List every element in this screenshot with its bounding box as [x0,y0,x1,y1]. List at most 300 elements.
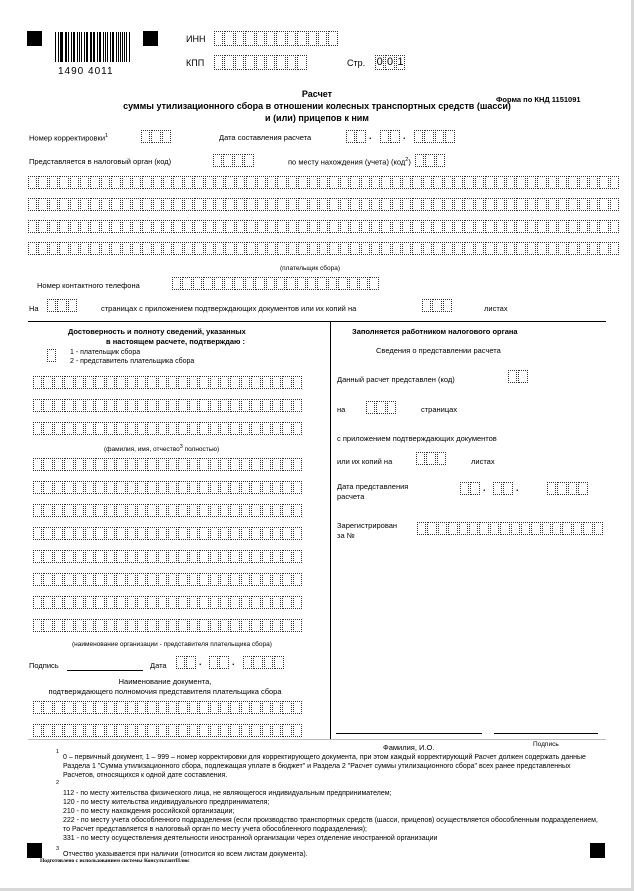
input-cell[interactable] [116,527,125,540]
input-cell[interactable] [272,573,281,586]
input-cell[interactable] [153,220,162,233]
input-cell[interactable] [438,522,447,535]
fio-row[interactable] [33,399,303,412]
input-cell[interactable] [262,596,271,609]
input-cell[interactable] [230,458,239,471]
input-cell[interactable] [276,277,285,290]
input-cell[interactable] [527,176,536,189]
input-cell[interactable] [220,504,229,517]
input-cell[interactable] [80,176,89,189]
input-cell[interactable] [106,376,115,389]
input-cell[interactable] [293,724,302,737]
input-cell[interactable] [127,376,136,389]
input-cell[interactable] [205,242,214,255]
input-cell[interactable] [293,504,302,517]
submitted-code-field[interactable] [508,370,529,383]
input-cell[interactable] [366,401,375,414]
input-cell[interactable] [516,176,525,189]
input-cell[interactable] [251,527,260,540]
input-cell[interactable] [199,701,208,714]
input-cell[interactable] [85,724,94,737]
input-cell[interactable] [199,596,208,609]
input-cell[interactable] [168,527,177,540]
input-cell[interactable] [266,277,275,290]
input-cell[interactable] [127,619,136,632]
input-cell[interactable] [251,458,260,471]
input-cell[interactable] [264,656,273,669]
input-cell[interactable] [470,482,479,495]
input-cell[interactable] [168,399,177,412]
input-cell[interactable] [241,481,250,494]
input-cell[interactable] [433,176,442,189]
input-cell[interactable] [262,376,271,389]
input-cell[interactable] [298,198,307,211]
input-cell[interactable] [127,573,136,586]
input-cell[interactable] [392,198,401,211]
input-cell[interactable] [189,504,198,517]
input-cell[interactable] [85,376,94,389]
correction-number-field[interactable] [141,130,172,143]
input-cell[interactable] [147,550,156,563]
input-cell[interactable] [178,504,187,517]
input-cell[interactable] [64,481,73,494]
input-cell[interactable] [490,522,499,535]
input-cell[interactable] [225,220,234,233]
input-cell[interactable] [579,242,588,255]
input-cell[interactable] [412,220,421,233]
input-cell[interactable] [214,31,223,46]
input-cell[interactable] [47,299,56,312]
input-cell[interactable] [214,55,223,70]
input-cell[interactable] [506,198,515,211]
input-cell[interactable] [173,220,182,233]
input-cell[interactable] [230,701,239,714]
input-cell[interactable] [568,482,577,495]
input-cell[interactable] [153,176,162,189]
input-cell[interactable] [578,482,587,495]
input-cell[interactable] [436,154,445,167]
input-cell[interactable] [256,55,265,70]
input-cell[interactable] [262,573,271,586]
input-cell[interactable] [402,242,411,255]
input-cell[interactable] [95,573,104,586]
input-cell[interactable] [189,701,198,714]
input-cell[interactable] [64,724,73,737]
input-cell[interactable] [464,198,473,211]
input-cell[interactable] [142,220,151,233]
input-cell[interactable] [210,422,219,435]
input-cell[interactable] [266,55,275,70]
input-cell[interactable] [106,724,115,737]
payer-name-row[interactable] [28,176,620,189]
input-cell[interactable] [116,724,125,737]
input-cell[interactable] [49,176,58,189]
input-cell[interactable] [116,376,125,389]
input-cell[interactable] [122,198,131,211]
input-cell[interactable] [158,550,167,563]
input-cell[interactable] [236,176,245,189]
input-cell[interactable] [350,198,359,211]
input-cell[interactable] [199,527,208,540]
input-cell[interactable] [371,220,380,233]
input-cell[interactable] [184,220,193,233]
input-cell[interactable] [548,176,557,189]
input-cell[interactable] [423,220,432,233]
input-cell[interactable] [75,481,84,494]
input-cell[interactable] [33,619,42,632]
input-cell[interactable] [43,504,52,517]
input-cell[interactable] [230,619,239,632]
input-cell[interactable] [163,220,172,233]
input-cell[interactable] [95,376,104,389]
input-cell[interactable] [199,481,208,494]
input-cell[interactable] [85,481,94,494]
input-cell[interactable] [127,422,136,435]
input-cell[interactable] [257,220,266,233]
input-cell[interactable] [293,422,302,435]
input-cell[interactable] [168,422,177,435]
input-cell[interactable] [142,176,151,189]
input-cell[interactable] [610,220,619,233]
input-cell[interactable] [220,422,229,435]
input-cell[interactable] [246,220,255,233]
input-cell[interactable] [241,422,250,435]
input-cell[interactable] [287,55,296,70]
input-cell[interactable] [568,242,577,255]
input-cell[interactable] [199,550,208,563]
input-cell[interactable] [193,277,202,290]
input-cell[interactable] [213,154,222,167]
input-cell[interactable] [33,481,42,494]
input-cell[interactable] [162,130,171,143]
input-cell[interactable] [106,458,115,471]
input-cell[interactable] [230,376,239,389]
input-cell[interactable] [516,220,525,233]
input-cell[interactable] [137,399,146,412]
input-cell[interactable] [158,504,167,517]
input-cell[interactable] [210,458,219,471]
input-cell[interactable] [527,220,536,233]
input-cell[interactable] [496,198,505,211]
input-cell[interactable] [95,619,104,632]
input-cell[interactable] [75,422,84,435]
input-cell[interactable] [464,242,473,255]
input-cell[interactable] [90,242,99,255]
input-cell[interactable] [225,198,234,211]
input-cell[interactable] [485,220,494,233]
input-cell[interactable] [158,376,167,389]
input-cell[interactable] [95,527,104,540]
input-cell[interactable] [147,527,156,540]
input-cell[interactable] [70,198,79,211]
input-cell[interactable] [245,277,254,290]
input-cell[interactable] [568,220,577,233]
input-cell[interactable] [153,198,162,211]
input-cell[interactable] [43,550,52,563]
input-cell[interactable] [251,550,260,563]
input-cell[interactable] [267,220,276,233]
input-cell[interactable] [537,176,546,189]
input-cell[interactable] [43,701,52,714]
input-cell[interactable] [298,220,307,233]
input-cell[interactable] [412,242,421,255]
input-cell[interactable] [147,701,156,714]
location-code-field[interactable] [415,154,446,167]
input-cell[interactable] [80,220,89,233]
org-name-row[interactable] [33,458,303,471]
input-cell[interactable] [272,504,281,517]
input-cell[interactable] [147,376,156,389]
input-cell[interactable] [75,619,84,632]
input-cell[interactable] [241,376,250,389]
input-cell[interactable] [111,242,120,255]
input-cell[interactable] [230,724,239,737]
input-cell[interactable] [163,198,172,211]
input-cell[interactable] [127,481,136,494]
input-cell[interactable] [298,176,307,189]
input-cell[interactable] [59,176,68,189]
input-cell[interactable] [116,573,125,586]
input-cell[interactable] [215,176,224,189]
input-cell[interactable] [276,55,285,70]
input-cell[interactable] [297,31,306,46]
input-cell[interactable] [475,242,484,255]
input-cell[interactable] [85,550,94,563]
input-cell[interactable] [589,242,598,255]
org-name-row[interactable] [33,573,303,586]
input-cell[interactable] [80,242,89,255]
input-cell[interactable] [350,220,359,233]
input-cell[interactable] [49,220,58,233]
input-cell[interactable] [475,176,484,189]
input-cell[interactable] [293,399,302,412]
input-cell[interactable] [220,596,229,609]
input-cell[interactable] [101,242,110,255]
fio-row[interactable] [33,422,303,435]
input-cell[interactable] [245,31,254,46]
input-cell[interactable] [158,458,167,471]
input-cell[interactable] [122,242,131,255]
input-cell[interactable] [54,573,63,586]
input-cell[interactable] [251,504,260,517]
input-cell[interactable] [282,504,291,517]
input-cell[interactable] [230,527,239,540]
input-cell[interactable] [479,522,488,535]
input-cell[interactable] [293,481,302,494]
input-cell[interactable] [127,527,136,540]
input-cell[interactable] [54,701,63,714]
input-cell[interactable] [49,242,58,255]
input-cell[interactable] [251,619,260,632]
input-cell[interactable] [127,399,136,412]
input-cell[interactable] [153,242,162,255]
input-cell[interactable] [189,376,198,389]
input-cell[interactable] [412,198,421,211]
input-cell[interactable] [132,176,141,189]
right-sheets-field[interactable] [416,452,447,465]
input-cell[interactable] [111,198,120,211]
input-cell[interactable] [95,481,104,494]
input-cell[interactable] [282,458,291,471]
input-cell[interactable] [307,277,316,290]
input-cell[interactable] [392,220,401,233]
input-cell[interactable] [95,596,104,609]
input-cell[interactable] [371,242,380,255]
input-cell[interactable] [220,399,229,412]
input-cell[interactable] [210,701,219,714]
input-cell[interactable] [168,596,177,609]
input-cell[interactable] [132,242,141,255]
input-cell[interactable] [516,242,525,255]
input-cell[interactable] [116,399,125,412]
input-cell[interactable] [282,724,291,737]
input-cell[interactable] [361,198,370,211]
input-cell[interactable] [220,527,229,540]
input-cell[interactable] [464,176,473,189]
input-cell[interactable] [485,176,494,189]
input-cell[interactable] [277,242,286,255]
inn-field[interactable] [214,31,339,46]
officer-signature-line[interactable] [494,733,598,734]
input-cell[interactable] [178,422,187,435]
input-cell[interactable] [309,198,318,211]
input-cell[interactable] [443,299,452,312]
input-cell[interactable] [361,220,370,233]
input-cell[interactable] [293,573,302,586]
input-cell[interactable] [33,399,42,412]
input-cell[interactable] [454,198,463,211]
input-cell[interactable] [127,701,136,714]
input-cell[interactable] [85,422,94,435]
input-cell[interactable] [272,376,281,389]
input-cell[interactable] [267,198,276,211]
input-cell[interactable] [328,277,337,290]
input-cell[interactable] [49,198,58,211]
input-cell[interactable] [518,370,527,383]
input-cell[interactable] [127,724,136,737]
input-cell[interactable] [464,220,473,233]
input-cell[interactable] [178,619,187,632]
input-cell[interactable] [147,399,156,412]
input-cell[interactable] [282,527,291,540]
input-cell[interactable] [33,376,42,389]
input-cell[interactable] [168,701,177,714]
input-cell[interactable] [309,242,318,255]
input-cell[interactable] [272,527,281,540]
input-cell[interactable] [241,573,250,586]
submit-date-day[interactable] [460,482,481,495]
input-cell[interactable] [210,376,219,389]
phone-field[interactable] [172,277,380,290]
input-cell[interactable] [168,619,177,632]
submit-date-year[interactable] [547,482,589,495]
input-cell[interactable] [506,220,515,233]
input-cell[interactable] [38,220,47,233]
input-cell[interactable] [173,242,182,255]
input-cell[interactable] [317,277,326,290]
input-cell[interactable] [562,522,571,535]
input-cell[interactable] [137,527,146,540]
input-cell[interactable] [293,527,302,540]
input-cell[interactable] [147,724,156,737]
input-cell[interactable] [558,198,567,211]
input-cell[interactable] [272,422,281,435]
input-cell[interactable] [356,130,365,143]
input-cell[interactable] [610,198,619,211]
input-cell[interactable] [230,573,239,586]
input-cell[interactable] [506,242,515,255]
input-cell[interactable] [178,527,187,540]
input-cell[interactable] [168,550,177,563]
input-cell[interactable] [508,370,517,383]
input-cell[interactable] [54,481,63,494]
input-cell[interactable] [511,522,520,535]
input-cell[interactable] [496,176,505,189]
input-cell[interactable] [459,522,468,535]
input-cell[interactable] [496,220,505,233]
input-cell[interactable] [59,198,68,211]
input-cell[interactable] [199,504,208,517]
input-cell[interactable] [433,242,442,255]
input-cell[interactable] [537,220,546,233]
input-cell[interactable] [599,176,608,189]
input-cell[interactable] [127,458,136,471]
input-cell[interactable] [210,619,219,632]
input-cell[interactable] [90,220,99,233]
input-cell[interactable] [376,401,385,414]
input-cell[interactable] [43,481,52,494]
input-cell[interactable] [445,130,454,143]
input-cell[interactable] [141,130,150,143]
input-cell[interactable] [537,198,546,211]
input-cell[interactable] [132,198,141,211]
input-cell[interactable] [262,458,271,471]
input-cell[interactable] [70,176,79,189]
pages-count-field[interactable] [47,299,78,312]
input-cell[interactable] [47,349,56,362]
input-cell[interactable] [184,242,193,255]
input-cell[interactable] [147,619,156,632]
input-cell[interactable] [361,176,370,189]
input-cell[interactable] [116,481,125,494]
input-cell[interactable] [573,522,582,535]
input-cell[interactable] [116,596,125,609]
input-cell[interactable] [54,527,63,540]
input-cell[interactable] [244,154,253,167]
input-cell[interactable] [214,277,223,290]
input-cell[interactable] [168,504,177,517]
input-cell[interactable] [101,220,110,233]
input-cell[interactable] [43,573,52,586]
input-cell[interactable] [75,550,84,563]
input-cell[interactable] [288,198,297,211]
input-cell[interactable] [579,198,588,211]
input-cell[interactable] [173,198,182,211]
submit-date-month[interactable] [493,482,514,495]
input-cell[interactable] [485,198,494,211]
input-cell[interactable] [246,198,255,211]
org-name-row[interactable] [33,550,303,563]
input-cell[interactable] [158,399,167,412]
doc-name-row[interactable] [33,701,303,714]
input-cell[interactable] [54,458,63,471]
input-cell[interactable] [220,701,229,714]
input-cell[interactable] [251,724,260,737]
input-cell[interactable] [43,724,52,737]
input-cell[interactable] [262,481,271,494]
input-cell[interactable] [402,198,411,211]
input-cell[interactable] [137,573,146,586]
